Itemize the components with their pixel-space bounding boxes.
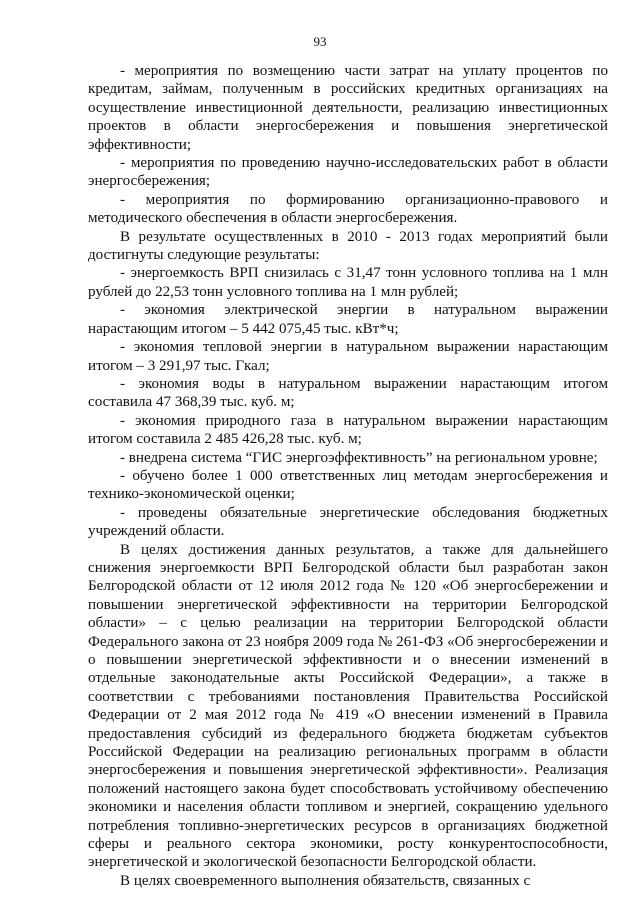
result-energy-audits: - проведены обязательные энергетические обследования бюджетных учреждений области. bbox=[88, 504, 608, 540]
page-number: 93 bbox=[313, 34, 327, 49]
result-water-savings: - экономия воды в натуральном выражении нарастающим итогом составила 47 368,39 тыс. куб. м; bbox=[88, 375, 608, 411]
result-training: - обучено более 1 000 ответственных лиц методам энергосбережения и технико-экономической оценки; bbox=[88, 467, 608, 503]
list-item-research-works: - мероприятия по проведению научно-исследовательских работ в области энергосбережения; bbox=[88, 155, 608, 190]
results-intro-paragraph: В результате осуществленных в 2010 - 2013 годах мероприятий были достигнуты следующие результаты: bbox=[88, 228, 608, 264]
list-item-methodological-support: - мероприятия по формированию организационно-правового и методического обеспечения в области энергосбережения. bbox=[88, 191, 608, 227]
result-energy-intensity: - энергоемкость ВРП снизилась с 31,47 тонн условного топлива на 1 млн рублей до 22,53 тонн условного топлива на 1 млн рублей; bbox=[88, 265, 608, 300]
result-heat-savings: - экономия тепловой энергии в натуральном выражении нарастающим итогом – 3 291,97 тыс. Гкал; bbox=[88, 339, 608, 374]
result-gas-savings: - экономия природного газа в натуральном выражении нарастающим итогом составила 2 485 426,28 тыс. куб. м; bbox=[88, 412, 608, 448]
law-development-paragraph: В целях достижения данных результатов, а также для дальнейшего снижения энергоемкости ВРП Белгородской области был разработан закон Белгородской области от 12 июля 2012 года № 120 «Об энергосбережении и повышении энергетической эффективности на территории Белгородской области» – с целью реализации на территории Белгородской области Федерального закона от 23 ноября 2009 года № 261-ФЗ «Об энергосбережении и о повышении энергетической эффективности и о внесении изменений в отдельные законодательные акты Российской Федерации», а также в соответствии с требованиями постановления Правительства Российской Федерации от 2 мая 2012 года № 419 «О внесении изменений в Правила предоставления субсидий из федерального бюджета бюджетам субъектов Российской Федерации на реализацию региональных программ в области энергосбережения и повышения энергетической эффективности». Реализация положений настоящего закона будет способствовать устойчивому обеспечению экономики и населения области топливом и энергией, сокращению удельного потребления топливно-энергетических ресурсов в организациях бюджетной сферы и реального сектора экономики, росту конкурентоспособности, энергетической и экологической безопасности Белгородской области. bbox=[88, 541, 608, 871]
obligations-paragraph: В целях своевременного выполнения обязательств, связанных с bbox=[120, 872, 531, 889]
list-item-interest-compensation: - мероприятия по возмещению части затрат на уплату процентов по кредитам, займам, полученным в российских кредитных организациях на осуществление инвестиционной деятельности, реализацию инвестиционных проектов в области энергосбережения и повышения энергетической эффективности; bbox=[88, 63, 608, 153]
result-electricity-savings: - экономия электрической энергии в натуральном выражении нарастающим итогом – 5 442 075,45 тыс. кВт*ч; bbox=[88, 302, 608, 337]
result-gis-system: - внедрена система “ГИС энергоэффективность” на региональном уровне; bbox=[120, 449, 598, 466]
document-body bbox=[88, 62, 608, 890]
